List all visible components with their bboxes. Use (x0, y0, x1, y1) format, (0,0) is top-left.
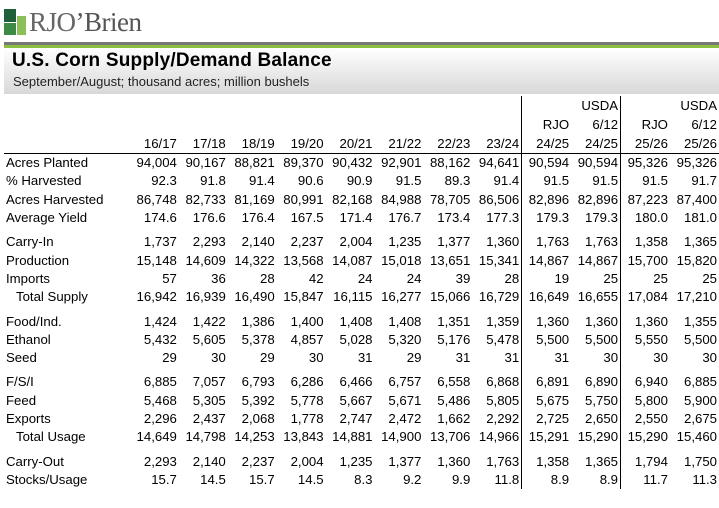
data-cell: 17,084 (621, 288, 670, 306)
data-cell: 30 (621, 349, 670, 367)
data-cell: 14,649 (136, 429, 177, 445)
data-cell: 30 (211, 350, 226, 366)
data-cell: 95,326 (676, 155, 717, 171)
data-cell: 2,725 (522, 410, 571, 428)
data-cell: 88,162 (429, 155, 471, 171)
table-row (4, 209, 719, 227)
data-cell: 13,651 (429, 252, 471, 268)
data-cell: 2,004 (339, 234, 373, 250)
data-cell: 2,068 (241, 411, 275, 426)
data-cell: 2,292 (486, 411, 520, 426)
data-cell: 29 (162, 350, 177, 366)
data-cell: 14,609 (185, 252, 226, 268)
table-row (4, 270, 719, 288)
data-cell: 8.9 (599, 471, 619, 487)
table-row (4, 452, 719, 470)
column-header: RJO (621, 115, 670, 134)
data-cell: 13,843 (283, 429, 324, 445)
data-cell: 1,750 (683, 453, 717, 469)
data-cell: 6,891 (522, 373, 571, 391)
column-header: 6/12 (592, 117, 619, 132)
data-cell: 15,460 (676, 429, 717, 445)
data-cell: 90.6 (297, 173, 324, 189)
data-cell: 1,408 (388, 313, 422, 329)
row-label: Stocks/Usage (6, 471, 88, 487)
column-header (277, 115, 326, 134)
data-cell: 15,847 (283, 289, 324, 305)
data-cell: 90,432 (332, 155, 373, 171)
page-subtitle: September/August; thousand acres; million bushels (13, 74, 310, 89)
data-cell: 1,360 (585, 313, 619, 329)
data-cell: 8.3 (354, 471, 373, 487)
data-cell: 6,940 (621, 373, 670, 391)
data-cell: 17,210 (676, 289, 717, 305)
data-cell: 89,370 (283, 155, 324, 171)
data-cell: 8.9 (522, 471, 571, 489)
data-cell: 2,237 (241, 453, 275, 469)
row-label: Food/Ind. (6, 313, 62, 329)
data-cell: 11.8 (494, 471, 520, 487)
data-cell: 1,422 (192, 313, 226, 329)
data-cell: 90.9 (346, 173, 373, 189)
data-cell: 15,341 (478, 252, 520, 268)
table-row (4, 312, 719, 330)
row-label: Carry-Out (6, 453, 64, 469)
data-cell: 1,235 (339, 453, 373, 469)
column-header (326, 96, 375, 115)
data-cell: 81,169 (234, 191, 275, 207)
data-cell: 6,466 (339, 374, 373, 390)
data-cell: 5,800 (621, 392, 670, 410)
data-cell: 5,667 (339, 392, 373, 408)
data-cell: 87,223 (621, 191, 670, 209)
data-cell: 14,966 (478, 429, 520, 445)
data-cell: 14,881 (332, 429, 373, 445)
data-cell: 5,900 (683, 392, 717, 408)
data-cell: 13,568 (283, 252, 324, 268)
data-cell: 92,901 (381, 155, 422, 171)
data-cell: 5,486 (437, 392, 471, 408)
data-cell: 5,392 (241, 392, 275, 408)
data-cell: 91.4 (249, 173, 275, 189)
table-row (4, 191, 719, 209)
data-cell: 1,355 (683, 313, 717, 329)
data-cell: 5,671 (388, 392, 422, 408)
row-label: Acres Harvested (6, 191, 104, 207)
data-cell: 15.7 (151, 471, 177, 487)
data-cell: 14,867 (522, 251, 571, 269)
data-cell: 95,326 (621, 154, 670, 173)
column-header (423, 96, 472, 115)
column-header: USDA (581, 98, 619, 113)
row-label: Average Yield (6, 210, 88, 226)
data-cell: 57 (162, 270, 177, 286)
column-header (472, 96, 521, 115)
data-cell: 5,468 (143, 392, 177, 408)
data-cell: 31 (504, 350, 520, 366)
table-row (4, 233, 719, 251)
column-header: USDA (680, 98, 717, 113)
row-label: Carry-In (6, 234, 54, 250)
data-cell: 6,286 (290, 374, 324, 390)
column-header (522, 96, 571, 115)
column-header: 22/23 (423, 134, 472, 154)
data-cell: 14,322 (234, 252, 275, 268)
row-label: F/S/I (6, 374, 34, 390)
column-header (277, 96, 326, 115)
data-cell: 6,890 (585, 374, 619, 390)
data-cell: 5,320 (388, 331, 422, 347)
data-cell: 88,821 (234, 155, 275, 171)
data-cell: 167.5 (290, 210, 324, 226)
data-cell: 1,408 (339, 313, 373, 329)
data-cell: 15,066 (429, 289, 471, 305)
data-cell: 1,662 (437, 411, 471, 426)
column-header: RJO (522, 115, 571, 134)
column-header: 6/12 (691, 117, 717, 132)
data-cell: 2,237 (290, 234, 324, 250)
data-cell: 87,400 (676, 191, 717, 207)
data-cell: 1,424 (143, 313, 177, 329)
column-header (423, 115, 472, 134)
logo-mark-icon (4, 9, 26, 35)
data-cell: 16,729 (478, 289, 520, 305)
data-cell: 24 (406, 270, 422, 286)
data-cell: 2,472 (388, 411, 422, 426)
data-cell: 179.3 (522, 209, 571, 227)
data-cell: 84,988 (381, 191, 422, 207)
column-header: 25/26 (621, 134, 670, 154)
table-row (4, 331, 719, 349)
supply-demand-table (4, 96, 719, 489)
data-cell: 2,140 (192, 453, 226, 469)
table-row (4, 471, 719, 489)
data-cell: 16,942 (136, 289, 177, 305)
column-header: 21/22 (375, 134, 424, 154)
data-cell: 1,400 (290, 313, 324, 329)
data-cell: 5,478 (486, 331, 520, 347)
data-cell: 1,365 (683, 234, 717, 250)
data-cell: 28 (504, 270, 520, 286)
column-header (130, 115, 179, 134)
data-cell: 91.5 (592, 173, 619, 189)
data-cell: 86,748 (136, 191, 177, 207)
data-cell: 1,737 (143, 234, 177, 250)
data-cell: 86,506 (478, 191, 520, 207)
data-cell: 15.7 (249, 471, 275, 487)
data-cell: 5,176 (437, 331, 471, 347)
data-cell: 6,793 (241, 374, 275, 390)
data-cell: 171.4 (339, 210, 373, 226)
data-cell: 29 (406, 350, 422, 366)
row-label: Seed (6, 350, 37, 366)
data-cell: 2,675 (683, 411, 717, 426)
data-cell: 82,168 (332, 191, 373, 207)
page-title: U.S. Corn Supply/Demand Balance (12, 50, 332, 71)
data-cell: 25 (702, 270, 717, 286)
data-cell: 14,087 (332, 252, 373, 268)
data-cell: 6,868 (486, 374, 520, 390)
data-cell: 177.3 (486, 210, 520, 226)
data-cell: 16,490 (234, 289, 275, 305)
column-header: 25/26 (670, 134, 719, 154)
data-cell: 82,733 (185, 191, 226, 207)
column-header (179, 96, 228, 115)
row-label: % Harvested (6, 173, 82, 189)
data-cell: 174.6 (143, 210, 177, 226)
data-cell: 91.8 (200, 173, 226, 189)
data-cell: 2,140 (241, 234, 275, 250)
data-cell: 16,115 (333, 289, 373, 305)
data-cell: 5,378 (241, 331, 275, 347)
data-cell: 90,167 (185, 155, 226, 171)
data-cell: 19 (522, 270, 571, 288)
data-cell: 1,360 (522, 312, 571, 330)
data-cell: 176.7 (388, 210, 422, 226)
data-cell: 1,360 (621, 312, 670, 330)
data-cell: 5,550 (621, 331, 670, 349)
data-cell: 91.5 (395, 173, 422, 189)
data-cell: 9.2 (403, 471, 422, 487)
data-cell: 90,594 (577, 155, 619, 171)
column-header: 19/20 (277, 134, 326, 154)
data-cell: 173.4 (437, 210, 471, 226)
header-row (4, 115, 719, 134)
data-cell: 14,867 (577, 252, 619, 268)
table-row (4, 373, 719, 391)
data-cell: 5,805 (486, 392, 520, 408)
data-cell: 15,291 (522, 428, 571, 446)
data-cell: 1,358 (621, 233, 670, 251)
column-header (472, 115, 521, 134)
data-cell: 78,705 (429, 191, 471, 207)
data-cell: 82,896 (577, 191, 619, 207)
data-cell: 30 (308, 350, 324, 366)
data-cell: 5,305 (192, 392, 226, 408)
column-header (326, 115, 375, 134)
data-cell: 1,351 (437, 313, 471, 329)
data-cell: 94,004 (136, 155, 177, 171)
data-cell: 5,500 (522, 331, 571, 349)
data-cell: 5,605 (192, 331, 226, 347)
header-label-cell (4, 115, 130, 134)
logo-text: RJO’Brien (29, 6, 142, 37)
data-cell: 11.3 (692, 471, 717, 487)
data-cell: 16,655 (577, 289, 619, 305)
data-cell: 5,500 (683, 331, 717, 347)
column-header: 16/17 (130, 134, 179, 154)
data-cell: 5,778 (290, 392, 324, 408)
header-row (4, 134, 719, 154)
data-cell: 5,500 (585, 331, 619, 347)
data-cell: 15,700 (621, 251, 670, 269)
data-cell: 7,057 (192, 374, 226, 390)
data-cell: 89.3 (444, 173, 471, 189)
row-label: Acres Planted (6, 155, 89, 171)
data-cell: 90,594 (522, 154, 571, 173)
data-cell: 1,377 (437, 234, 471, 250)
table-row (4, 288, 719, 306)
data-cell: 6,558 (437, 374, 471, 390)
table-row (4, 349, 719, 367)
data-cell: 176.4 (241, 210, 275, 226)
data-cell: 39 (455, 270, 471, 286)
column-header: 23/24 (472, 134, 521, 154)
data-cell: 1,360 (437, 453, 471, 469)
data-cell: 1,360 (486, 234, 520, 250)
data-cell: 91.5 (522, 172, 571, 190)
data-cell: 5,028 (339, 331, 373, 347)
data-cell: 2,293 (143, 453, 177, 469)
row-label: Total Supply (16, 289, 88, 305)
header-label-cell (4, 134, 130, 154)
data-cell: 5,432 (143, 331, 177, 347)
data-cell: 6,885 (683, 374, 717, 390)
data-cell: 15,148 (136, 252, 177, 268)
data-cell: 94,641 (478, 155, 520, 171)
data-cell: 30 (702, 350, 717, 366)
data-cell: 6,885 (143, 374, 177, 390)
data-cell: 91.7 (691, 173, 717, 189)
table-row (4, 428, 719, 446)
data-cell: 15,018 (381, 252, 422, 268)
data-cell: 1,386 (241, 313, 275, 329)
row-label: Feed (6, 392, 37, 408)
data-cell: 13,706 (429, 429, 471, 445)
row-label: Exports (6, 411, 51, 426)
data-cell: 181.0 (683, 210, 717, 226)
data-cell: 1,794 (621, 452, 670, 470)
column-header (375, 96, 424, 115)
table-row (4, 392, 719, 410)
table-row (4, 154, 719, 173)
data-cell: 2,293 (192, 234, 226, 250)
data-cell: 1,235 (388, 234, 422, 250)
column-header: 24/25 (522, 134, 571, 154)
data-cell: 2,296 (143, 411, 177, 426)
row-label: Imports (6, 270, 50, 286)
data-cell: 14,798 (185, 429, 226, 445)
data-cell: 9.9 (451, 471, 471, 487)
table-row (4, 172, 719, 190)
data-cell: 1,763 (522, 233, 571, 251)
data-cell: 91.5 (621, 172, 670, 190)
data-cell: 24 (357, 270, 373, 286)
data-cell: 28 (260, 270, 275, 286)
table-row (4, 251, 719, 269)
data-cell: 92.3 (151, 173, 177, 189)
data-cell: 14,900 (381, 429, 422, 445)
data-cell: 14.5 (297, 471, 324, 487)
data-cell: 11.7 (621, 471, 670, 489)
data-cell: 1,763 (486, 453, 520, 469)
data-cell: 1,358 (522, 452, 571, 470)
data-cell: 31 (357, 350, 373, 366)
header-label-cell (4, 96, 130, 115)
data-cell: 31 (455, 350, 471, 366)
data-cell: 1,377 (388, 453, 422, 469)
data-cell: 80,991 (283, 191, 324, 207)
data-cell: 5,750 (585, 392, 619, 408)
data-cell: 14.5 (200, 471, 226, 487)
data-cell: 1,365 (585, 453, 619, 469)
column-header: 18/19 (228, 134, 277, 154)
data-cell: 82,896 (522, 191, 571, 209)
data-cell: 30 (603, 350, 619, 366)
data-cell: 15,290 (621, 428, 670, 446)
column-header: 17/18 (179, 134, 228, 154)
data-cell: 16,277 (381, 289, 422, 305)
data-cell: 6,757 (388, 374, 422, 390)
column-header (228, 96, 277, 115)
data-cell: 16,649 (522, 288, 571, 306)
data-cell: 15,820 (676, 252, 717, 268)
data-cell: 4,857 (290, 331, 324, 347)
data-cell: 16,939 (185, 289, 226, 305)
data-cell: 1,359 (486, 313, 520, 329)
data-cell: 1,763 (585, 234, 619, 250)
column-header: 24/25 (571, 134, 620, 154)
data-cell: 1,778 (290, 411, 324, 426)
data-cell: 176.6 (192, 210, 226, 226)
data-cell: 14,253 (234, 429, 275, 445)
rjo-brien-logo (4, 4, 142, 40)
header-row (4, 96, 719, 115)
data-cell: 25 (603, 270, 619, 286)
column-header (228, 115, 277, 134)
data-cell: 15,290 (577, 429, 619, 445)
data-cell: 179.3 (585, 210, 619, 226)
data-cell: 91.4 (493, 173, 520, 189)
data-cell: 25 (621, 270, 670, 288)
data-cell: 29 (260, 350, 275, 366)
row-label: Ethanol (6, 331, 51, 347)
data-cell: 5,675 (522, 392, 571, 410)
column-header (621, 96, 670, 115)
data-cell: 42 (308, 270, 324, 286)
column-header: 20/21 (326, 134, 375, 154)
data-cell: 2,650 (585, 411, 619, 426)
data-cell: 2,437 (192, 411, 226, 426)
data-cell: 2,004 (290, 453, 324, 469)
column-header (179, 115, 228, 134)
column-header (375, 115, 424, 134)
data-cell: 31 (522, 349, 571, 367)
data-cell: 2,747 (339, 411, 373, 426)
column-header (130, 96, 179, 115)
row-label: Total Usage (16, 429, 86, 445)
data-cell: 2,550 (621, 410, 670, 428)
data-cell: 36 (211, 270, 226, 286)
row-label: Production (6, 252, 70, 268)
table-row (4, 410, 719, 428)
data-cell: 180.0 (621, 209, 670, 227)
